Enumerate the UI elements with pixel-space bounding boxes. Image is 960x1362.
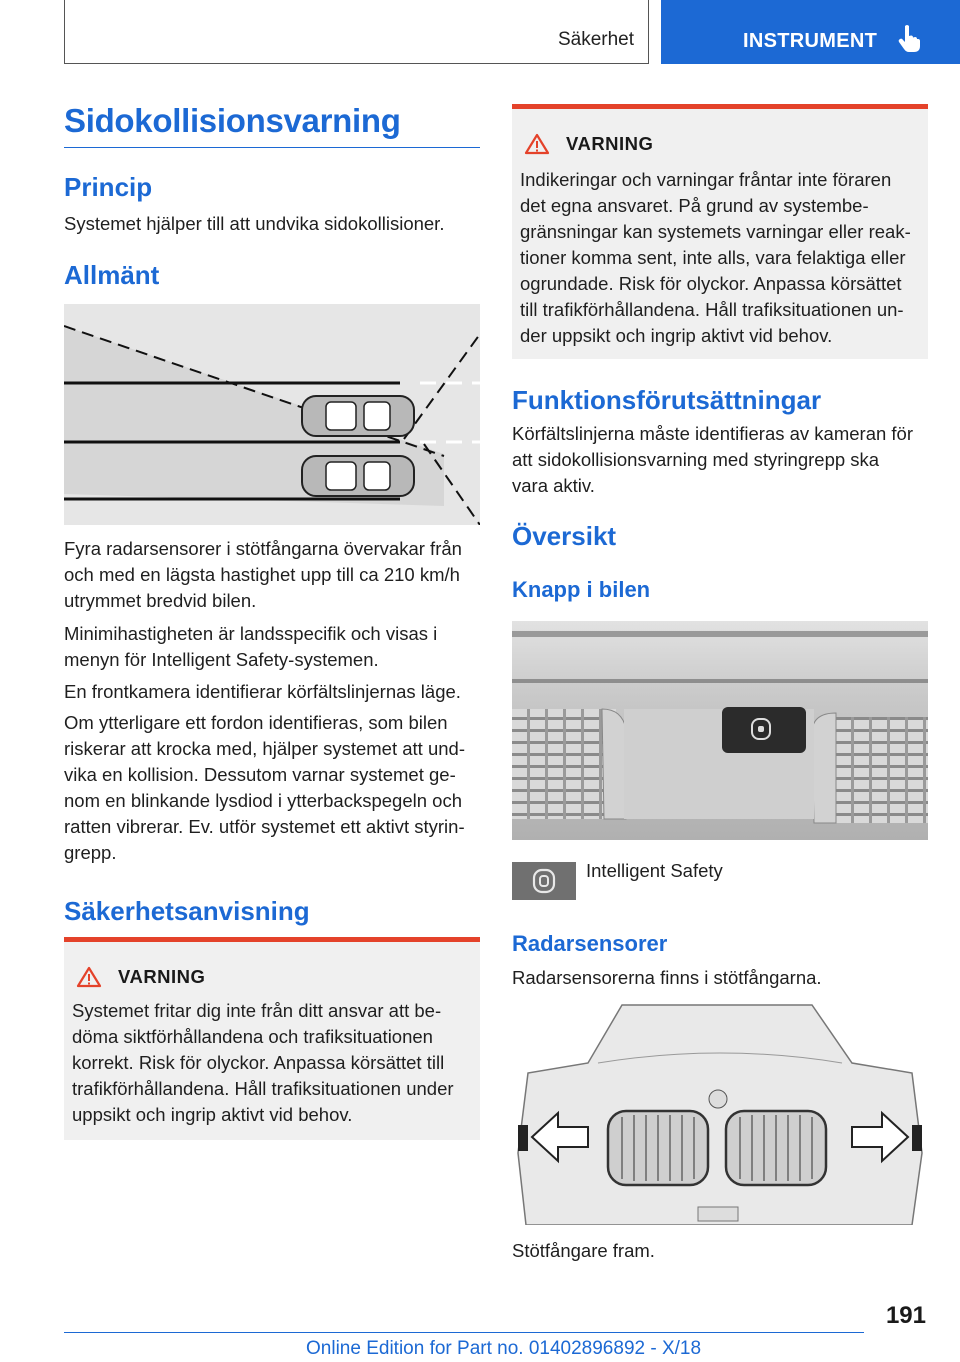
header-section-label: Säkerhet [557,29,634,50]
intelligent-safety-button[interactable] [512,862,576,900]
paragraph-1-line-2: och med en lägsta hastighet upp till ca 210 km/h [64,564,460,585]
paragraph-4-line-5: ratten vibrerar. Ev. utför systemet ett aktivt styrin- [64,816,465,837]
warning-title-left: VARNING [118,966,206,987]
safety-heading: Säkerhetsanvisning [64,896,310,926]
header-chapter-label: INSTRUMENT [743,30,878,52]
pointing-hand-icon [897,24,921,57]
warning-right-line-6: till trafikförhållandena. Håll trafiksituationen un- [520,299,904,320]
paragraph-3-line-1: En frontkamera identifierar körfältslinjernas läge. [64,681,461,702]
warning-right-line-7: der uppsikt och ingrip aktivt vid behov. [520,325,833,346]
warning-right-line-5: ogrundade. Risk för olyckor. Anpassa körsättet [520,273,902,294]
paragraph-1 [64,536,462,614]
title-rule [64,147,480,148]
bumper-caption: Stötfångare fram. [512,1240,655,1261]
paragraph-4-line-4: nom en blinkande lysdiod i ytterbackspegeln och [64,790,462,811]
principle-heading: Princip [64,172,153,202]
front-bumper-illustration [512,1003,928,1225]
paragraph-3 [64,679,461,705]
warning-title-right: VARNING [566,133,654,154]
warning-text-left [72,998,454,1128]
paragraph-2-line-1: Minimihastigheten är landsspecifik och visas i [64,623,438,644]
warning-left-line-4: trafikförhållandena. Håll trafiksituationen under [72,1078,454,1099]
warning-left-line-5: uppsikt och ingrip aktivt vid behov. [72,1104,353,1125]
paragraph-1-line-1: Fyra radarsensorer i stötfångarna övervakar från [64,538,462,559]
footer-rule [64,1332,864,1333]
warning-left-line-3: korrekt. Risk för olyckor. Anpassa körsättet till [72,1052,445,1073]
func-heading: Funktionsförutsättningar [512,385,822,415]
paragraph-4 [64,710,465,866]
warning-right-line-4: tioner komma sent, inte alls, vara felaktiga eller [520,247,906,268]
radar-text: Radarsensorerna finns i stötfångarna. [512,967,822,988]
paragraph-2 [64,621,437,673]
button-heading: Knapp i bilen [512,577,651,602]
radar-heading: Radarsensorer [512,931,668,956]
func-text [512,421,913,499]
footer-edition: Online Edition for Part no. 01402896892 - X/18 [306,1338,702,1359]
warning-triangle-icon [524,133,550,155]
overview-heading: Översikt [512,521,617,551]
paragraph-4-line-6: grepp. [64,842,117,863]
warning-left-line-1: Systemet fritar dig inte från ditt ansvar att be- [72,1000,442,1021]
header-section-tab[interactable] [64,0,649,64]
principle-text: Systemet hjälper till att undvika sidokollisioner. [64,213,445,234]
paragraph-1-line-3: utrymmet bredvid bilen. [64,590,257,611]
intelligent-safety-icon [512,862,576,900]
header-chapter-tab[interactable] [661,0,960,64]
paragraph-4-line-1: Om ytterligare ett fordon identifieras, som bilen [64,712,448,733]
warning-triangle-icon [76,966,102,988]
warning-text-right [520,167,911,349]
func-line-3: vara aktiv. [512,475,595,496]
paragraph-4-line-2: riskerar att krocka med, hjälper systemet att und- [64,738,465,759]
paragraph-4-line-3: vika en kollision. Dessutom varnar systemet ge- [64,764,456,785]
page-title: Sidokollisionsvarning [64,102,401,139]
warning-right-line-1: Indikeringar och varningar fråntar inte föraren [520,169,892,190]
general-heading: Allmänt [64,260,160,290]
warning-box-left [64,937,480,1140]
paragraph-2-line-2: menyn för Intelligent Safety-systemen. [64,649,379,670]
warning-right-line-2: det egna ansvaret. På grund av systembe- [520,195,869,216]
dashboard-button-photo [512,621,928,840]
warning-left-line-2: döma siktförhållandena och trafiksituationen [72,1026,433,1047]
warning-box-right [512,104,928,359]
warning-right-line-3: gränsningar kan systemets varningar eller reak- [520,221,911,242]
page-number: 191 [885,1302,926,1329]
intelligent-safety-label: Intelligent Safety [586,860,723,881]
func-line-1: Körfältslinjerna måste identifieras av kameran för [512,423,914,444]
lane-diagram-illustration [64,304,480,525]
func-line-2: att sidokollisionsvarning med styringrepp ska [512,449,880,470]
